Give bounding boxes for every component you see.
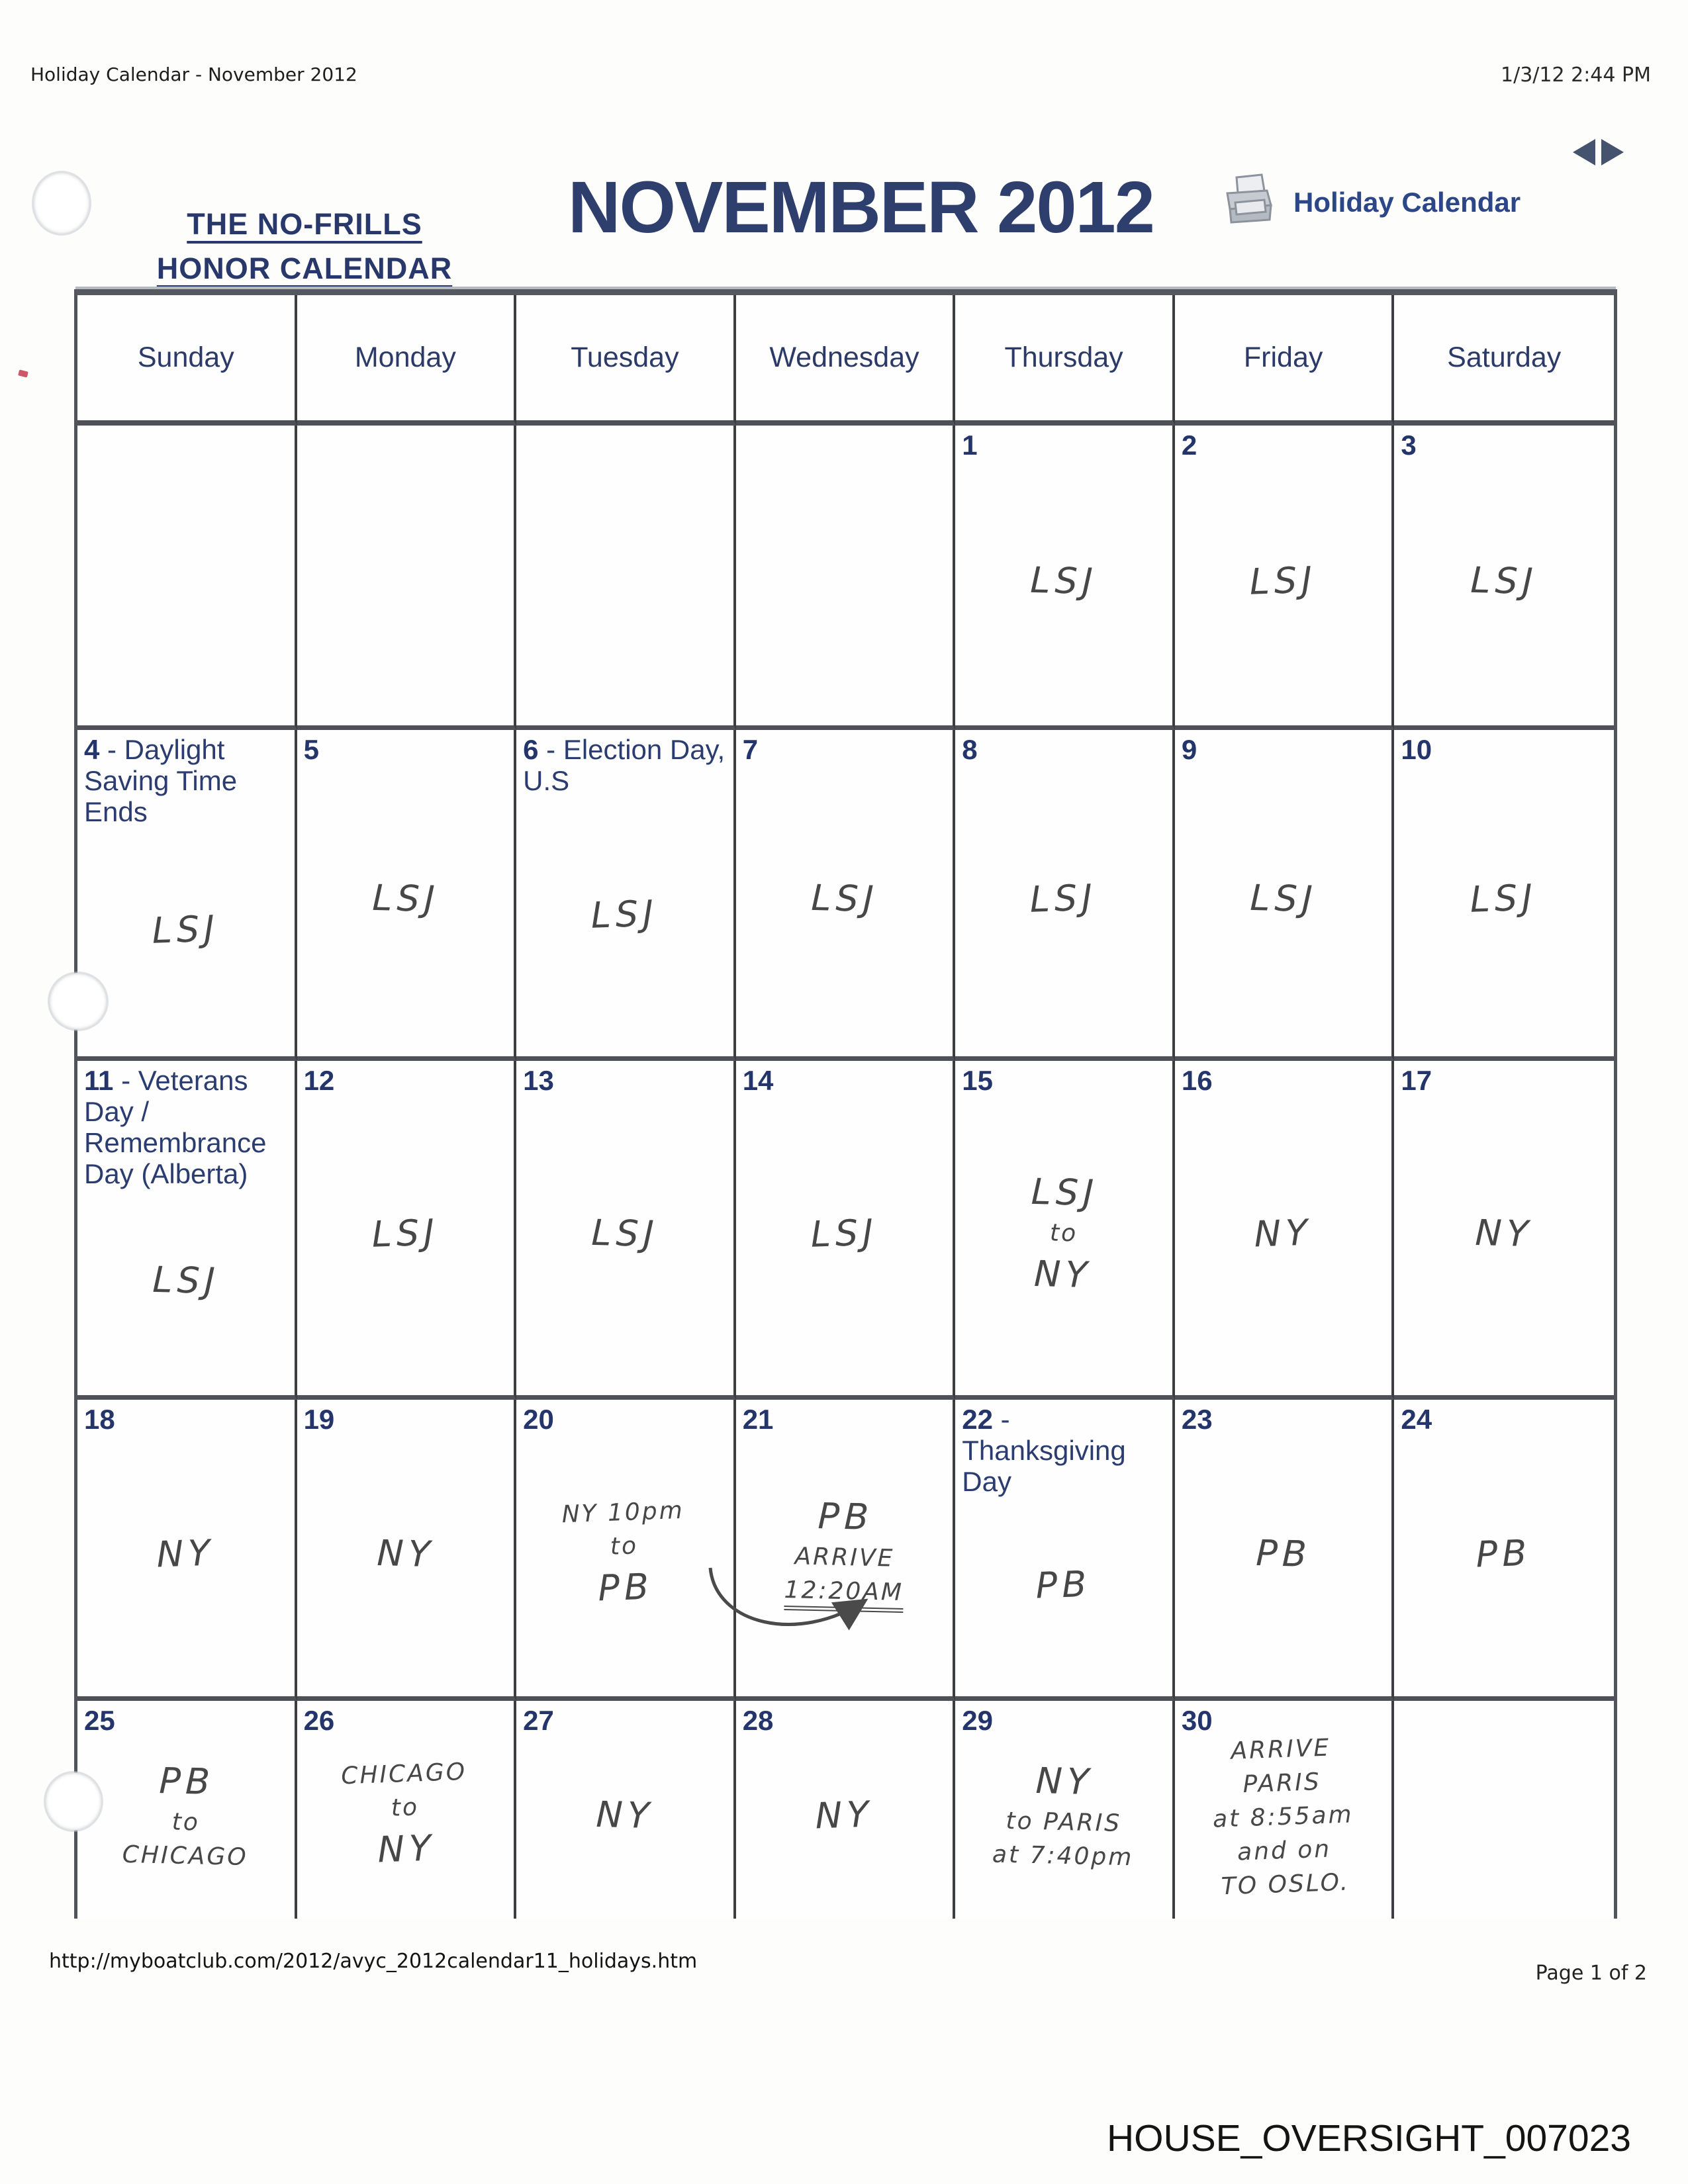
day-number: 25 xyxy=(84,1705,115,1736)
day-number: 3 xyxy=(1401,430,1417,461)
day-cell-27 xyxy=(516,1701,736,1919)
handwritten-note: ARRIVE xyxy=(794,1543,895,1572)
day-number: 28 xyxy=(742,1705,774,1736)
day-cell-empty xyxy=(736,426,956,730)
print-timestamp: 1/3/12 2:44 PM xyxy=(1501,64,1651,87)
handwritten-note: LSJ xyxy=(1249,877,1318,921)
day-number: 17 xyxy=(1401,1065,1432,1096)
handwritten-note: to xyxy=(171,1809,201,1837)
day-cell-23 xyxy=(1175,1400,1395,1701)
day-number: 11 xyxy=(84,1065,114,1096)
handwritten-note: LSJ xyxy=(590,892,659,936)
holiday-label: - Veterans Day / Remembrance Day (Alberta) xyxy=(84,1065,267,1190)
day-number: 4 xyxy=(84,734,100,765)
day-number: 10 xyxy=(1401,734,1432,765)
day-number: 14 xyxy=(742,1065,774,1096)
handwritten-note: CHICAGO xyxy=(122,1841,249,1872)
day-cell-16 xyxy=(1175,1061,1395,1400)
print-link-label[interactable]: Holiday Calendar xyxy=(1293,186,1521,218)
day-number: 30 xyxy=(1181,1705,1213,1736)
handwritten-note: at 8:55am xyxy=(1212,1801,1354,1833)
handwritten-note: LSJ xyxy=(151,907,220,952)
day-cell-24 xyxy=(1394,1400,1614,1701)
weekday-header-tuesday: Tuesday xyxy=(516,295,736,426)
month-title: NOVEMBER 2012 xyxy=(568,167,1154,248)
day-cell-30 xyxy=(1175,1701,1395,1919)
weekday-header-saturday: Saturday xyxy=(1394,295,1614,426)
day-number: 21 xyxy=(742,1404,774,1435)
day-number: 18 xyxy=(84,1404,115,1435)
day-cell-26 xyxy=(297,1701,517,1919)
handwritten-note: TO OSLO. xyxy=(1220,1868,1350,1901)
day-cell-14 xyxy=(736,1061,956,1400)
day-number: 13 xyxy=(523,1065,554,1096)
printer-icon xyxy=(1218,173,1279,231)
handwritten-note: NY xyxy=(1475,1212,1534,1255)
day-number: 24 xyxy=(1401,1404,1432,1435)
club-title-line1: THE NO-FRILLS xyxy=(187,207,422,241)
day-number: 29 xyxy=(962,1705,993,1736)
day-cell-empty xyxy=(297,426,517,730)
weekday-header-thursday: Thursday xyxy=(955,295,1175,426)
handwritten-note: CHICAGO xyxy=(340,1758,467,1790)
handwritten-note: PARIS xyxy=(1242,1768,1322,1799)
handwritten-note: to xyxy=(1049,1220,1078,1248)
day-cell-11 xyxy=(77,1061,297,1400)
day-cell-10 xyxy=(1394,730,1614,1061)
weekday-header-friday: Friday xyxy=(1175,295,1395,426)
handwritten-note: to xyxy=(610,1532,639,1561)
day-number: 19 xyxy=(303,1404,335,1435)
day-cell-20 xyxy=(516,1400,736,1701)
chevron-right-icon[interactable] xyxy=(1601,139,1624,165)
day-number: 27 xyxy=(523,1705,554,1736)
handwritten-note: LSJ xyxy=(1029,559,1098,603)
day-cell-8 xyxy=(955,730,1175,1061)
handwritten-note: to xyxy=(390,1794,420,1823)
handwritten-note: PB xyxy=(1475,1531,1532,1576)
weekday-header-wednesday: Wednesday xyxy=(736,295,956,426)
handwritten-note: LSJ xyxy=(590,1212,659,1255)
handwritten-note: PB xyxy=(158,1760,215,1803)
handwritten-note: NY 10pm xyxy=(561,1496,685,1529)
hole-punch xyxy=(33,172,90,234)
day-cell-15 xyxy=(955,1061,1175,1400)
day-number: 5 xyxy=(303,734,319,765)
handwritten-note: LSJ xyxy=(371,877,440,921)
day-number: 26 xyxy=(303,1705,335,1736)
calendar-grid xyxy=(74,289,1617,1919)
print-control[interactable] xyxy=(1218,173,1521,231)
handwritten-note: LSJ xyxy=(371,1211,440,1256)
handwritten-note: NY xyxy=(1253,1212,1313,1256)
handwritten-note: PB xyxy=(817,1495,874,1538)
day-number: 6 xyxy=(523,734,539,765)
prev-next-nav-icon[interactable] xyxy=(1573,139,1624,165)
source-url[interactable]: http://myboatclub.com/2012/avyc_2012calendar11_holidays.htm xyxy=(49,1950,698,1973)
day-cell-28 xyxy=(736,1701,956,1919)
handwritten-note: PB xyxy=(597,1565,655,1610)
day-cell-empty xyxy=(1394,1701,1614,1919)
day-number: 12 xyxy=(303,1065,335,1096)
day-cell-7 xyxy=(736,730,956,1061)
day-cell-3 xyxy=(1394,426,1614,730)
chevron-left-icon[interactable] xyxy=(1573,139,1595,165)
day-cell-17 xyxy=(1394,1061,1614,1400)
day-cell-19 xyxy=(297,1400,517,1701)
day-cell-6 xyxy=(516,730,736,1061)
handwritten-note: NY xyxy=(1033,1253,1093,1297)
day-cell-4 xyxy=(77,730,297,1061)
handwritten-note: and on xyxy=(1237,1835,1332,1866)
handwritten-note: PB xyxy=(1035,1563,1092,1607)
handwritten-note: to PARIS xyxy=(1006,1807,1122,1838)
handwritten-note: NY xyxy=(376,1532,436,1576)
day-number: 1 xyxy=(962,430,978,461)
day-cell-21 xyxy=(736,1400,956,1701)
day-number: 7 xyxy=(742,734,759,765)
holiday-label: - Daylight Saving Time Ends xyxy=(84,734,238,828)
page-number: Page 1 of 2 xyxy=(1535,1962,1647,1985)
day-cell-29 xyxy=(955,1701,1175,1919)
handwritten-note: 12:20AM xyxy=(784,1576,904,1613)
day-number: 8 xyxy=(962,734,978,765)
day-cell-1 xyxy=(955,426,1175,730)
day-number: 9 xyxy=(1181,734,1197,765)
handwritten-note: LSJ xyxy=(1248,559,1317,604)
hole-punch xyxy=(45,1772,102,1831)
day-cell-13 xyxy=(516,1061,736,1400)
club-title-line2: HONOR CALENDAR xyxy=(156,251,453,285)
day-cell-2 xyxy=(1175,426,1395,730)
day-cell-empty xyxy=(516,426,736,730)
holiday-label: - Thanksgiving Day xyxy=(962,1404,1126,1498)
scan-artifact xyxy=(18,369,28,377)
weekday-header-monday: Monday xyxy=(297,295,517,426)
handwritten-note: LSJ xyxy=(810,877,879,921)
handwritten-note: LSJ xyxy=(1031,1171,1100,1214)
handwritten-note: at 7:40pm xyxy=(992,1841,1135,1872)
browser-print-title: Holiday Calendar - November 2012 xyxy=(30,64,357,85)
day-cell-9 xyxy=(1175,730,1395,1061)
day-number: 16 xyxy=(1181,1065,1213,1096)
club-title xyxy=(132,209,477,298)
handwritten-note: NY xyxy=(814,1794,874,1838)
handwritten-note: NY xyxy=(156,1531,216,1576)
day-number: 23 xyxy=(1181,1404,1213,1435)
day-cell-25 xyxy=(77,1701,297,1919)
hole-punch xyxy=(49,973,107,1030)
handwritten-note: NY xyxy=(1035,1760,1094,1803)
day-cell-5 xyxy=(297,730,517,1061)
day-number: 20 xyxy=(523,1404,554,1435)
bates-stamp: HOUSE_OVERSIGHT_007023 xyxy=(1106,2117,1631,2160)
handwritten-note: LSJ xyxy=(1029,876,1098,921)
holiday-label: - Election Day, U.S xyxy=(523,734,726,797)
day-cell-12 xyxy=(297,1061,517,1400)
day-cell-18 xyxy=(77,1400,297,1701)
day-cell-empty xyxy=(77,426,297,730)
day-cell-22 xyxy=(955,1400,1175,1701)
day-number: 22 xyxy=(962,1404,993,1435)
handwritten-note: NY xyxy=(595,1794,655,1837)
handwritten-note: NY xyxy=(376,1827,436,1871)
handwritten-note: LSJ xyxy=(1470,559,1538,603)
weekday-header-sunday: Sunday xyxy=(77,295,297,426)
handwritten-note: LSJ xyxy=(152,1258,220,1302)
day-number: 15 xyxy=(962,1065,993,1096)
handwritten-note: LSJ xyxy=(1470,876,1538,921)
handwritten-note: ARRIVE xyxy=(1230,1734,1331,1765)
day-number: 2 xyxy=(1181,430,1197,461)
handwritten-note: LSJ xyxy=(810,1211,878,1256)
handwritten-note: PB xyxy=(1255,1532,1312,1575)
